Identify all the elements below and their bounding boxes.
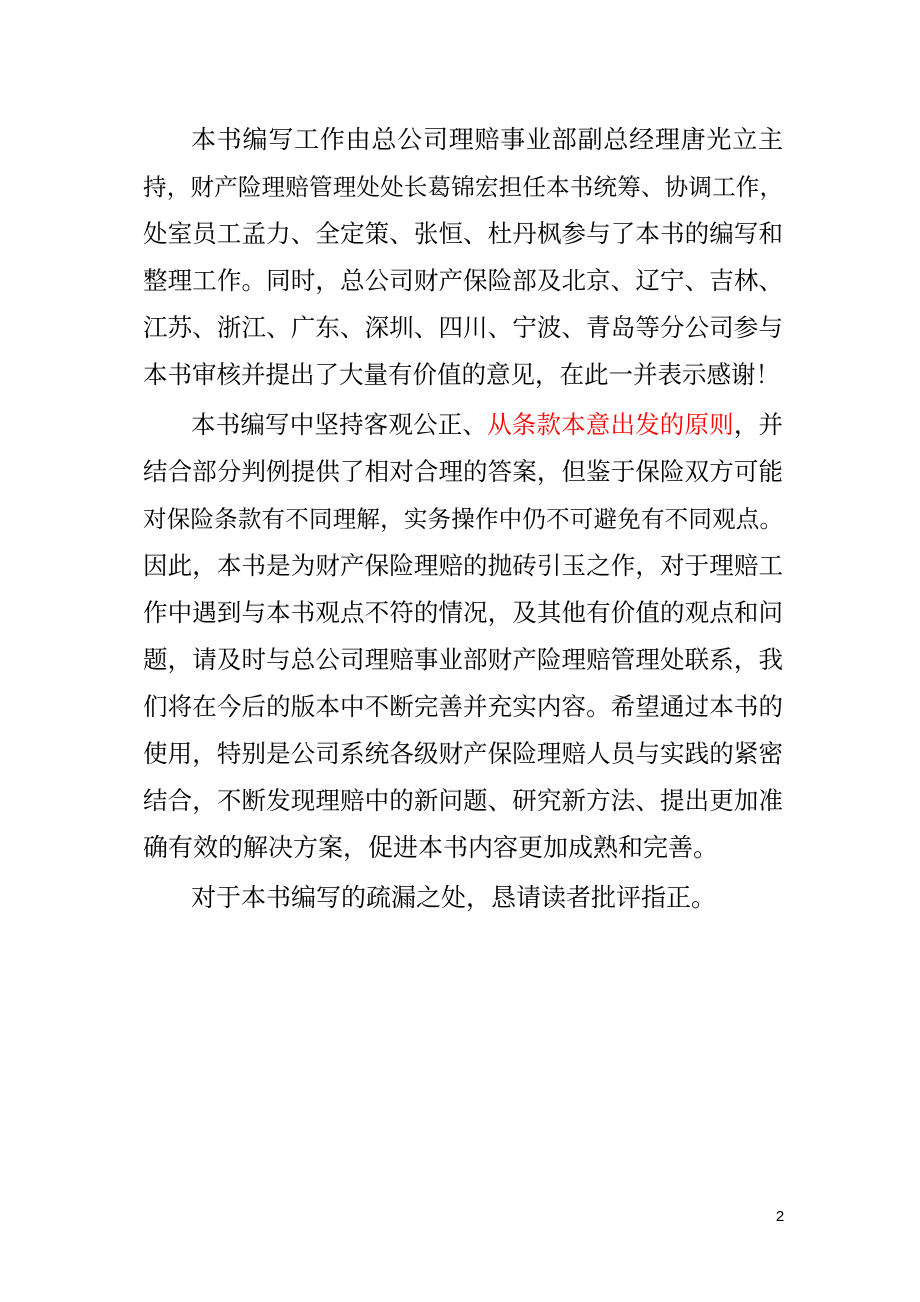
paragraph-1-line-2: 持，财产险理赔管理处处长葛锦宏担任本书统筹、协调工作， [143,173,783,201]
highlighted-principle: 从条款本意出发的原则 [487,410,734,439]
paragraph-2-text-after: ，并 [733,410,784,439]
paragraph-2-line-8: 使用，特别是公司系统各级财产保险理赔人员与实践的紧密 [143,739,783,768]
paragraph-1-line-1: 本书编写工作由总公司理赔事业部副总经理唐光立主 [191,125,783,154]
paragraph-1-line-4: 整理工作。同时，总公司财产保险部及北京、辽宁、吉林、 [143,266,783,295]
paragraph-2-line-6: 题，请及时与总公司理赔事业部财产险理赔管理处联系，我 [143,645,783,674]
paragraph-1-line-3: 处室员工孟力、全定策、张恒、杜丹枫参与了本书的编写和 [143,219,783,248]
paragraph-2-line-2: 结合部分判例提供了相对合理的答案，但鉴于保险双方可能 [143,457,783,486]
paragraph-2-line-3: 对保险条款有不同理解，实务操作中仍不可避免有不同观点。 [143,505,783,533]
paragraph-1-line-5: 江苏、浙江、广东、深圳、四川、宁波、青岛等分公司参与 [143,313,783,342]
paragraph-2-line-7: 们将在今后的版本中不断完善并充实内容。希望通过本书的 [143,692,783,721]
page-number: 2 [775,1208,785,1225]
paragraph-1-line-6: 本书审核并提出了大量有价值的意见，在此一并表示感谢！ [143,360,780,389]
paragraph-2-text-before: 本书编写中坚持客观公正、 [191,410,488,439]
paragraph-2-line-10: 确有效的解决方案，促进本书内容更加成熟和完善。 [143,833,719,862]
paragraph-2-line-4: 因此，本书是为财产保险理赔的抛砖引玉之作，对于理赔工 [143,551,783,580]
paragraph-2-line-1 [191,405,783,445]
paragraph-3-line-1: 对于本书编写的疏漏之处，恳请读者批评指正。 [191,883,717,912]
paragraph-2-line-5: 作中遇到与本书观点不符的情况，及其他有价值的观点和问 [143,598,783,627]
paragraph-2-line-9: 结合，不断发现理赔中的新问题、研究新方法、提出更加准 [143,786,783,815]
